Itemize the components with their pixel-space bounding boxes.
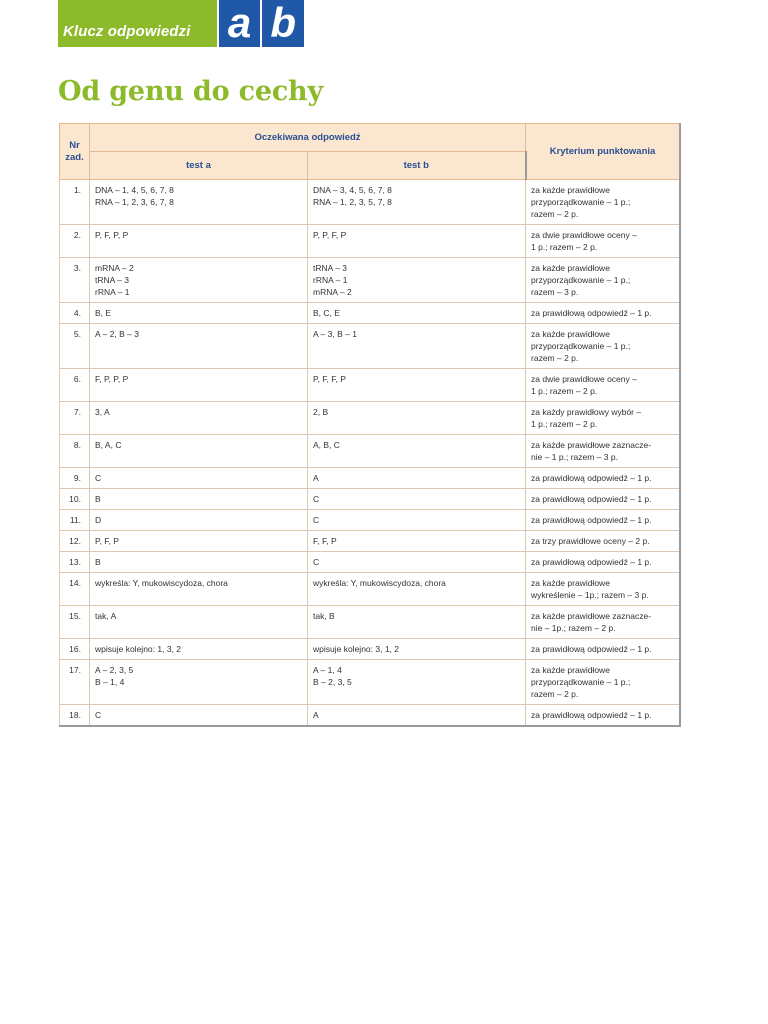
cell-line: razem – 2 p. — [531, 353, 579, 363]
column-header-criteria: Kryterium punktowania — [526, 124, 680, 180]
cell-line: tRNA – 3 — [313, 263, 348, 273]
cell-line: razem – 2 p. — [531, 209, 579, 219]
cell-line: B, C, E — [313, 308, 340, 318]
cell-line: 1 p.; razem – 2 p. — [531, 242, 598, 252]
table-row — [60, 303, 680, 324]
criteria-cell — [526, 402, 680, 435]
task-number-cell: 7. — [60, 402, 90, 435]
table-row — [60, 705, 680, 727]
task-number-cell: 17. — [60, 660, 90, 705]
table-row — [60, 510, 680, 531]
cell-line: tak, A — [95, 611, 117, 621]
table-row — [60, 402, 680, 435]
table-row — [60, 324, 680, 369]
test-a-answer-cell — [90, 489, 308, 510]
criteria-cell — [526, 531, 680, 552]
task-number-cell: 18. — [60, 705, 90, 727]
cell-line: za prawidłową odpowiedź – 1 p. — [531, 557, 652, 567]
table-row — [60, 369, 680, 402]
test-a-answer-cell — [90, 402, 308, 435]
table-row — [60, 531, 680, 552]
criteria-cell — [526, 225, 680, 258]
cell-line: F, F, P — [313, 536, 337, 546]
cell-line: P, F, P, P — [95, 230, 129, 240]
cell-line: mRNA – 2 — [95, 263, 134, 273]
task-number-cell: 5. — [60, 324, 90, 369]
test-a-answer-cell — [90, 660, 308, 705]
cell-line: C — [313, 494, 320, 504]
table-row — [60, 468, 680, 489]
test-a-answer-cell — [90, 324, 308, 369]
answer-key-table — [59, 123, 681, 727]
cell-line: C — [313, 557, 320, 567]
cell-line: C — [95, 710, 102, 720]
cell-line: za dwie prawidłowe oceny – — [531, 230, 637, 240]
cell-line: razem – 3 p. — [531, 287, 579, 297]
test-b-answer-cell — [308, 606, 526, 639]
cell-line: za prawidłową odpowiedź – 1 p. — [531, 308, 652, 318]
column-header-nr: Nr — [69, 139, 80, 151]
cell-line: A – 2, 3, 5 — [95, 665, 134, 675]
task-number-cell: 16. — [60, 639, 90, 660]
test-b-answer-cell — [308, 639, 526, 660]
cell-line: przyporządkowanie – 1 p.; — [531, 341, 631, 351]
cell-line: B – 1, 4 — [95, 677, 125, 687]
cell-line: B, E — [95, 308, 112, 318]
criteria-cell — [526, 435, 680, 468]
cell-line: A, B, C — [313, 440, 340, 450]
task-number-cell: 1. — [60, 180, 90, 225]
cell-line: RNA – 1, 2, 3, 6, 7, 8 — [95, 197, 174, 207]
test-b-answer-cell — [308, 531, 526, 552]
criteria-cell — [526, 606, 680, 639]
test-b-answer-cell — [308, 573, 526, 606]
test-b-answer-cell — [308, 402, 526, 435]
criteria-cell — [526, 324, 680, 369]
test-a-answer-cell — [90, 573, 308, 606]
criteria-cell — [526, 705, 680, 727]
cell-line: za prawidłową odpowiedź – 1 p. — [531, 710, 652, 720]
cell-line: nie – 1p.; razem – 2 p. — [531, 623, 616, 633]
test-b-answer-cell — [308, 552, 526, 573]
cell-line: 1 p.; razem – 2 p. — [531, 419, 598, 429]
cell-line: A – 2, B – 3 — [95, 329, 139, 339]
task-number-cell: 13. — [60, 552, 90, 573]
cell-line: rRNA – 1 — [313, 275, 348, 285]
cell-line: P, F, F, P — [313, 374, 346, 384]
cell-line: 1 p.; razem – 2 p. — [531, 386, 598, 396]
criteria-cell — [526, 510, 680, 531]
test-a-answer-cell — [90, 435, 308, 468]
cell-line: D — [95, 515, 102, 525]
criteria-cell — [526, 552, 680, 573]
table-row — [60, 435, 680, 468]
cell-line: A — [313, 473, 319, 483]
cell-line: A – 1, 4 — [313, 665, 342, 675]
table-row — [60, 660, 680, 705]
criteria-cell — [526, 303, 680, 324]
cell-line: za każdy prawidłowy wybór – — [531, 407, 642, 417]
test-a-answer-cell — [90, 552, 308, 573]
cell-line: A — [313, 710, 319, 720]
task-number-cell: 14. — [60, 573, 90, 606]
criteria-cell — [526, 468, 680, 489]
test-a-answer-cell — [90, 606, 308, 639]
cell-line: przyporządkowanie – 1 p.; — [531, 197, 631, 207]
cell-line: przyporządkowanie – 1 p.; — [531, 275, 631, 285]
cell-line: B — [95, 557, 101, 567]
cell-line: za prawidłową odpowiedź – 1 p. — [531, 494, 652, 504]
cell-line: razem – 2 p. — [531, 689, 579, 699]
test-b-answer-cell — [308, 258, 526, 303]
test-a-answer-cell — [90, 531, 308, 552]
banner-label: Klucz odpowiedzi — [63, 23, 191, 40]
test-b-answer-cell — [308, 435, 526, 468]
cell-line: za dwie prawidłowe oceny – — [531, 374, 637, 384]
cell-line: za trzy prawidłowe oceny – 2 p. — [531, 536, 650, 546]
criteria-cell — [526, 639, 680, 660]
cell-line: za prawidłową odpowiedź – 1 p. — [531, 515, 652, 525]
test-b-answer-cell — [308, 660, 526, 705]
cell-line: za każde prawidłowe — [531, 578, 610, 588]
task-number-cell: 9. — [60, 468, 90, 489]
task-number-cell: 6. — [60, 369, 90, 402]
cell-line: P, F, P — [95, 536, 119, 546]
cell-line: tak, B — [313, 611, 335, 621]
table-row — [60, 606, 680, 639]
cell-line: za każde prawidłowe — [531, 263, 610, 273]
banner-letter-a: a — [219, 0, 261, 47]
cell-line: nie – 1 p.; razem – 3 p. — [531, 452, 618, 462]
answer-key-banner — [58, 0, 304, 47]
cell-line: wykreśla: Y, mukowiscydoza, chora — [95, 578, 228, 588]
task-number-cell: 4. — [60, 303, 90, 324]
test-a-answer-cell — [90, 639, 308, 660]
table-row — [60, 552, 680, 573]
cell-line: C — [95, 473, 102, 483]
table-row — [60, 258, 680, 303]
table-body — [60, 180, 680, 727]
test-b-answer-cell — [308, 510, 526, 531]
criteria-cell — [526, 258, 680, 303]
test-a-answer-cell — [90, 369, 308, 402]
task-number-cell: 8. — [60, 435, 90, 468]
cell-line: za prawidłową odpowiedź – 1 p. — [531, 473, 652, 483]
cell-line: DNA – 3, 4, 5, 6, 7, 8 — [313, 185, 392, 195]
test-b-answer-cell — [308, 180, 526, 225]
cell-line: B, A, C — [95, 440, 122, 450]
cell-line: wykreślenie – 1p.; razem – 3 p. — [531, 590, 649, 600]
cell-line: DNA – 1, 4, 5, 6, 7, 8 — [95, 185, 174, 195]
cell-line: wpisuje kolejno: 3, 1, 2 — [313, 644, 399, 654]
cell-line: za każde prawidłowe zaznacze- — [531, 611, 652, 621]
cell-line: przyporządkowanie – 1 p.; — [531, 677, 631, 687]
test-b-answer-cell — [308, 324, 526, 369]
cell-line: za prawidłową odpowiedź – 1 p. — [531, 644, 652, 654]
cell-line: za każde prawidłowe — [531, 185, 610, 195]
cell-line: C — [313, 515, 320, 525]
cell-line: 3, A — [95, 407, 110, 417]
cell-line: tRNA – 3 — [95, 275, 130, 285]
cell-line: za każde prawidłowe zaznacze- — [531, 440, 652, 450]
criteria-cell — [526, 660, 680, 705]
test-a-answer-cell — [90, 258, 308, 303]
test-a-answer-cell — [90, 225, 308, 258]
criteria-cell — [526, 573, 680, 606]
test-b-answer-cell — [308, 303, 526, 324]
task-number-cell: 10. — [60, 489, 90, 510]
task-number-cell: 11. — [60, 510, 90, 531]
cell-line: wykreśla: Y, mukowiscydoza, chora — [313, 578, 446, 588]
column-header-zad: zad. — [65, 151, 84, 163]
banner-label-box — [58, 0, 217, 47]
criteria-cell — [526, 369, 680, 402]
test-b-answer-cell — [308, 369, 526, 402]
column-header-task-number — [60, 124, 90, 180]
page-title: Od genu do cechy — [58, 76, 323, 107]
test-a-answer-cell — [90, 510, 308, 531]
cell-line: za każde prawidłowe — [531, 665, 610, 675]
table-row — [60, 180, 680, 225]
test-a-answer-cell — [90, 180, 308, 225]
cell-line: za każde prawidłowe — [531, 329, 610, 339]
criteria-cell — [526, 489, 680, 510]
column-header-test-a: test a — [90, 152, 308, 180]
table-header — [60, 124, 680, 180]
cell-line: A – 3, B – 1 — [313, 329, 357, 339]
table-row — [60, 489, 680, 510]
table-row — [60, 225, 680, 258]
banner-letter-b: b — [262, 0, 304, 47]
test-a-answer-cell — [90, 468, 308, 489]
cell-line: wpisuje kolejno: 1, 3, 2 — [95, 644, 181, 654]
cell-line: mRNA – 2 — [313, 287, 352, 297]
cell-line: B — [95, 494, 101, 504]
test-a-answer-cell — [90, 705, 308, 727]
test-b-answer-cell — [308, 705, 526, 727]
test-a-answer-cell — [90, 303, 308, 324]
task-number-cell: 3. — [60, 258, 90, 303]
cell-line: 2, B — [313, 407, 329, 417]
task-number-cell: 15. — [60, 606, 90, 639]
column-header-expected-answer: Oczekiwana odpowiedź — [90, 124, 526, 152]
test-b-answer-cell — [308, 468, 526, 489]
test-b-answer-cell — [308, 225, 526, 258]
task-number-cell: 12. — [60, 531, 90, 552]
cell-line: B – 2, 3, 5 — [313, 677, 352, 687]
criteria-cell — [526, 180, 680, 225]
table-row — [60, 639, 680, 660]
cell-line: RNA – 1, 2, 3, 5, 7, 8 — [313, 197, 392, 207]
cell-line: F, P, P, P — [95, 374, 129, 384]
column-header-test-b: test b — [308, 152, 526, 180]
cell-line: P, P, F, P — [313, 230, 347, 240]
test-b-answer-cell — [308, 489, 526, 510]
cell-line: rRNA – 1 — [95, 287, 130, 297]
table-row — [60, 573, 680, 606]
task-number-cell: 2. — [60, 225, 90, 258]
